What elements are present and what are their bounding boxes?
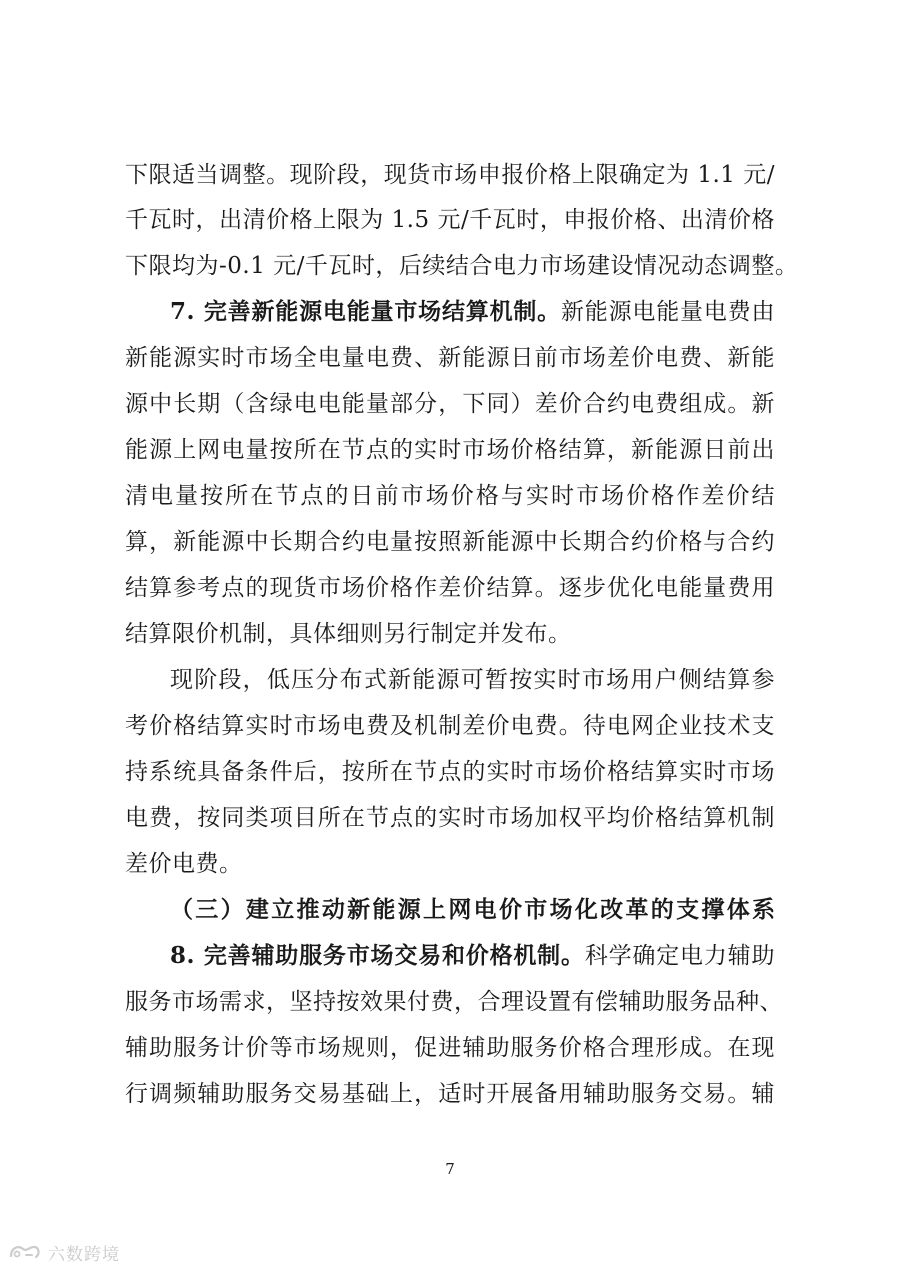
text-line: 持系统具备条件后，按所在节点的实时市场价格结算实时市场 (125, 759, 775, 785)
section-7-title: 7. 完善新能源电能量市场结算机制。 (170, 298, 561, 325)
brand-logo-icon (8, 1242, 42, 1262)
text-line: 算，新能源中长期合约电量按照新能源中长期合约价格与合约 (125, 529, 775, 555)
text-line: 千瓦时，出清价格上限为 1.5 元/千瓦时，申报价格、出清价格 (125, 207, 775, 233)
text-line: 电费，按同类项目所在节点的实时市场加权平均价格结算机制 (125, 805, 775, 831)
section-7-first-line (170, 292, 775, 332)
text-line: 考价格结算实时市场电费及机制差价电费。待电网企业技术支 (125, 713, 775, 739)
text-line: 差价电费。 (125, 851, 243, 877)
text-line: 行调频辅助服务交易基础上，适时开展备用辅助服务交易。辅 (125, 1081, 775, 1107)
watermark (8, 1240, 120, 1264)
text-line: 能源上网电量按所在节点的实时市场价格结算，新能源日前出 (125, 437, 775, 463)
text-line: 源中长期（含绿电电能量部分，下同）差价合约电费组成。新 (125, 391, 775, 417)
section-8-title-rest: 科学确定电力辅助 (584, 943, 775, 969)
section-7-title-rest: 新能源电能量电费由 (561, 299, 775, 325)
text-line: 清电量按所在节点的日前市场价格与实时市场价格作差价结 (125, 483, 775, 509)
text-line: 辅助服务计价等市场规则，促进辅助服务价格合理形成。在现 (125, 1035, 775, 1061)
section-8-title: 8. 完善辅助服务市场交易和价格机制。 (170, 942, 585, 969)
text-line: 下限均为-0.1 元/千瓦时，后续结合电力市场建设情况动态调整。 (125, 253, 799, 279)
section-3-heading: （三）建立推动新能源上网电价市场化改革的支撑体系 (170, 896, 775, 923)
text-line: 下限适当调整。现阶段，现货市场申报价格上限确定为 1.1 元/ (125, 162, 775, 188)
text-line: 结算限价机制，具体细则另行制定并发布。 (125, 621, 572, 647)
page-number: 7 (445, 1160, 455, 1178)
text-line: 新能源实时市场全电量电费、新能源日前市场差价电费、新能 (125, 345, 775, 371)
paragraph-first-line: 现阶段，低压分布式新能源可暂按实时市场用户侧结算参 (170, 667, 775, 693)
text-line: 结算参考点的现货市场价格作差价结算。逐步优化电能量费用 (125, 575, 775, 601)
watermark-text: 六数跨境 (48, 1244, 120, 1265)
text-line: 服务市场需求，坚持按效果付费，合理设置有偿辅助服务品种、 (125, 989, 783, 1015)
section-8-first-line (170, 936, 775, 976)
